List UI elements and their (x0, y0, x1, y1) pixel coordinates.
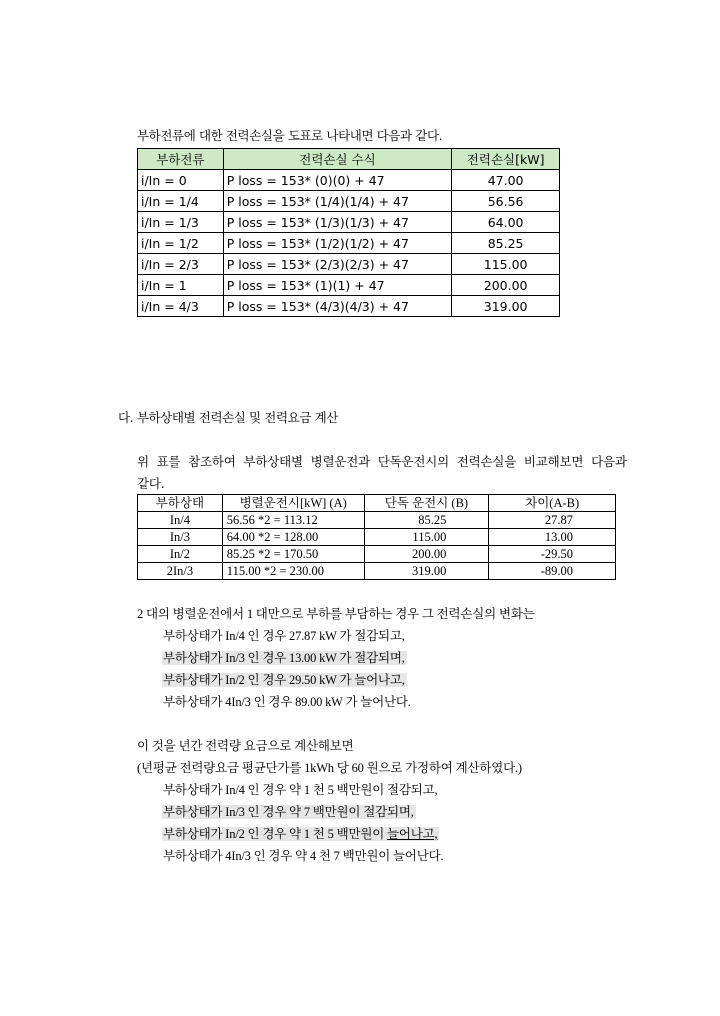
item-text: 부하상태가 In/2 인 경우 약 1 천 5 백만원이 (163, 827, 388, 841)
header-parallel: 병렬운전시[kW] (A) (222, 495, 364, 512)
cell-current: i/In = 4/3 (138, 296, 224, 317)
cell-state: In/4 (138, 512, 223, 529)
cost-assumption: (년평균 전력량요금 평균단가를 1kWh 당 60 원으로 가정하여 계산하였다.) (137, 761, 522, 775)
cell-single: 200.00 (364, 546, 489, 563)
cell-formula: P loss = 153* (1/4)(1/4) + 47 (223, 191, 452, 212)
intro-text: 부하전류에 대한 전력손실을 도표로 나타내면 다음과 같다. (137, 128, 443, 143)
underlined-text: 늘어나고, (387, 827, 438, 841)
cell-formula: P loss = 153* (1/2)(1/2) + 47 (223, 233, 452, 254)
loss-summary-heading: 2 대의 병렬운전에서 1 대만으로 부하를 부담하는 경우 그 전력손실의 변화는 (137, 607, 535, 621)
comparison-table (137, 494, 616, 580)
cell-formula: P loss = 153* (1)(1) + 47 (223, 275, 452, 296)
cell-loss: 85.25 (452, 233, 560, 254)
table-row (138, 254, 560, 275)
comparison-paragraph (137, 451, 627, 495)
highlighted-text: 부하상태가 In/3 인 경우 13.00 kW 가 절감되며, (163, 651, 405, 665)
table-row (138, 529, 616, 546)
loss-summary-item (162, 671, 407, 690)
cell-parallel: 64.00 *2 = 128.00 (222, 529, 364, 546)
cell-diff: 13.00 (489, 529, 616, 546)
highlighted-text: 부하상태가 In/3 인 경우 약 7 백만원이 절감되며, (163, 805, 414, 819)
cell-state: In/3 (138, 529, 223, 546)
cost-summary-heading: 이 것을 년간 전력량 요금으로 계산해보면 (137, 739, 354, 753)
highlighted-text: 부하상태가 In/2 인 경우 29.50 kW 가 늘어나고, (163, 673, 405, 687)
table-row (138, 296, 560, 317)
table-row (138, 546, 616, 563)
header-power-loss: 전력손실[kW] (452, 149, 560, 170)
loss-summary-item (162, 649, 407, 668)
header-loss-formula: 전력손실 수식 (223, 149, 452, 170)
cell-current: i/In = 2/3 (138, 254, 224, 275)
table-row (138, 170, 560, 191)
header-load-current: 부하전류 (138, 149, 224, 170)
cell-single: 115.00 (364, 529, 489, 546)
cell-loss: 319.00 (452, 296, 560, 317)
cell-loss: 200.00 (452, 275, 560, 296)
cell-single: 319.00 (364, 563, 489, 580)
cell-current: i/In = 0 (138, 170, 224, 191)
cell-parallel: 56.56 *2 = 113.12 (222, 512, 364, 529)
cell-formula: P loss = 153* (0)(0) + 47 (223, 170, 452, 191)
loss-summary-item: 부하상태가 4In/3 인 경우 89.00 kW 가 늘어난다. (163, 695, 411, 709)
cell-formula: P loss = 153* (4/3)(4/3) + 47 (223, 296, 452, 317)
table-row (138, 191, 560, 212)
loss-summary-item: 부하상태가 In/4 인 경우 27.87 kW 가 절감되고, (163, 629, 405, 643)
cell-single: 85.25 (364, 512, 489, 529)
cell-current: i/In = 1 (138, 275, 224, 296)
table-row (138, 212, 560, 233)
cell-diff: 27.87 (489, 512, 616, 529)
cell-current: i/In = 1/3 (138, 212, 224, 233)
cell-diff: -89.00 (489, 563, 616, 580)
cell-loss: 56.56 (452, 191, 560, 212)
table-row (138, 275, 560, 296)
highlighted-text (162, 827, 439, 841)
cell-state: 2In/3 (138, 563, 223, 580)
table-row (138, 563, 616, 580)
cell-current: i/In = 1/4 (138, 191, 224, 212)
cell-parallel: 115.00 *2 = 230.00 (222, 563, 364, 580)
section-title: 다. 부하상태별 전력손실 및 전력요금 계산 (118, 410, 338, 425)
header-single: 단독 운전시 (B) (364, 495, 489, 512)
cell-formula: P loss = 153* (2/3)(2/3) + 47 (223, 254, 452, 275)
header-load-state: 부하상태 (138, 495, 223, 512)
table-header-row (138, 149, 560, 170)
paragraph-line: 위 표를 참조하여 부하상태별 병렬운전과 단독운전시의 전력손실을 비교해보면 다음과 (137, 454, 627, 469)
cell-current: i/In = 1/2 (138, 233, 224, 254)
cost-summary-item: 부하상태가 4In/3 인 경우 약 4 천 7 백만원이 늘어난다. (163, 849, 444, 863)
paragraph-line: 같다. (137, 476, 165, 491)
cell-loss: 115.00 (452, 254, 560, 275)
cost-summary-item (162, 803, 416, 822)
cell-parallel: 85.25 *2 = 170.50 (222, 546, 364, 563)
cell-loss: 47.00 (452, 170, 560, 191)
cell-formula: P loss = 153* (1/3)(1/3) + 47 (223, 212, 452, 233)
cell-diff: -29.50 (489, 546, 616, 563)
header-difference: 차이(A-B) (489, 495, 616, 512)
table-row (138, 233, 560, 254)
cell-loss: 64.00 (452, 212, 560, 233)
power-loss-table (137, 148, 560, 317)
table-row (138, 512, 616, 529)
cost-summary-item: 부하상태가 In/4 인 경우 약 1 천 5 백만원이 절감되고, (163, 783, 438, 797)
table-header-row (138, 495, 616, 512)
cost-summary-item (162, 825, 439, 844)
cell-state: In/2 (138, 546, 223, 563)
